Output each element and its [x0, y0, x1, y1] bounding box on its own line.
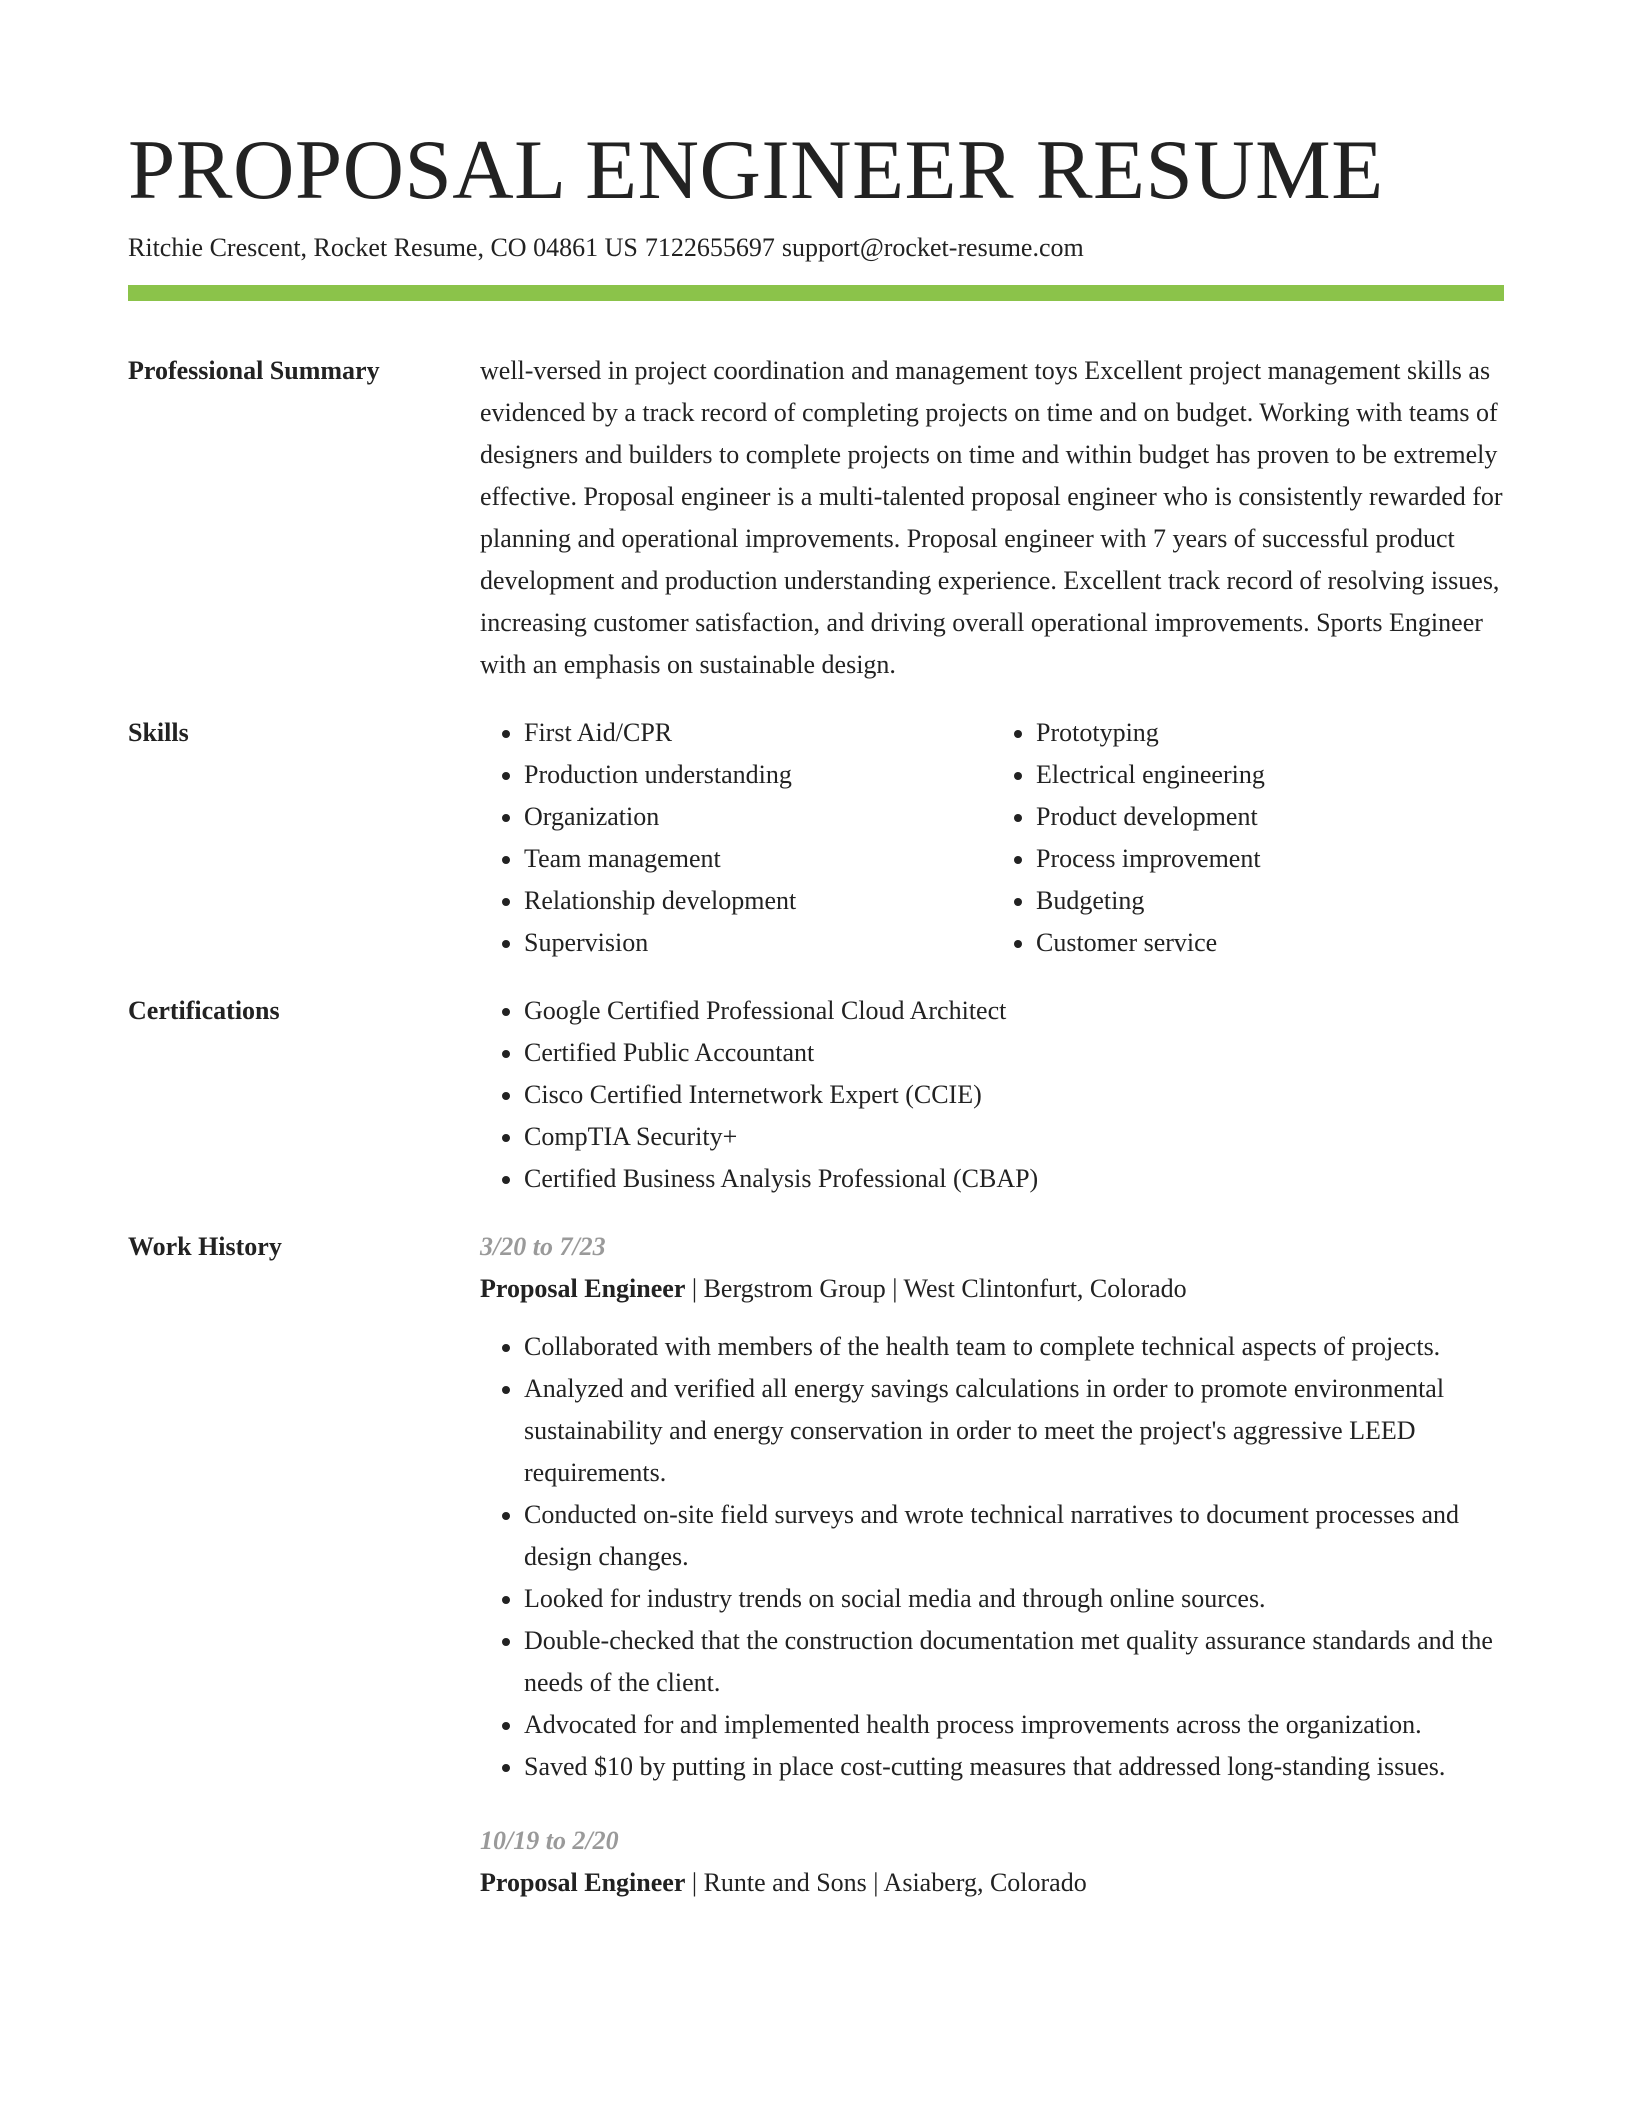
certification-item: • Google Certified Professional Cloud Architect: [524, 990, 1504, 1032]
job-entry: [480, 1226, 1504, 1788]
job-bullet: • Advocated for and implemented health process improvements across the organization.: [524, 1704, 1504, 1746]
resume-content: [128, 350, 1504, 1962]
summary-text: well-versed in project coordination and management toys Excellent project management skills as evidenced by a track record of completing projects on time and on budget. Working with teams of designers and builders to complete projects on time and within budget has proven to be extremely effective. Proposal engineer is a multi-talented proposal engineer who is consistently rewarded for planning and operational improvements. Proposal engineer with 7 years of successful product development and production understanding experience. Excellent track record of resolving issues, increasing customer satisfaction, and driving overall operational improvements. Sports Engineer with an emphasis on sustainable design.: [480, 356, 1503, 679]
certifications-list: [480, 990, 1504, 1200]
skills-list-right: [992, 712, 1504, 964]
work-history-section: [128, 1226, 1504, 1936]
skill-item: • Process improvement: [1036, 838, 1504, 880]
certification-item: • Certified Public Accountant: [524, 1032, 1504, 1074]
summary-body: [480, 350, 1504, 686]
job-bullet: • Collaborated with members of the health team to complete technical aspects of projects.: [524, 1326, 1504, 1368]
skill-item: • Prototyping: [1036, 712, 1504, 754]
job-bullet: • Double-checked that the construction documentation met quality assurance standards and the needs of the client.: [524, 1620, 1504, 1704]
job-bullet: • Analyzed and verified all energy savings calculations in order to promote environmental sustainability and energy conservation in order to meet the project's aggressive LEED requirements.: [524, 1368, 1504, 1494]
summary-section: [128, 350, 1504, 686]
section-label-certifications: Certifications: [128, 996, 280, 1025]
job-heading: [480, 1862, 1504, 1904]
skill-item: • Relationship development: [524, 880, 992, 922]
certification-item: • CompTIA Security+: [524, 1116, 1504, 1158]
skill-item: • Customer service: [1036, 922, 1504, 964]
contact-line: [128, 230, 1084, 266]
skill-item: • Organization: [524, 796, 992, 838]
work-history-body: [480, 1226, 1504, 1936]
job-bullet: • Looked for industry trends on social media and through online sources.: [524, 1578, 1504, 1620]
certifications-body: [480, 990, 1504, 1200]
certifications-section: [128, 990, 1504, 1200]
job-entry: [480, 1820, 1504, 1904]
skill-item: • Team management: [524, 838, 992, 880]
job-details: | Bergstrom Group | West Clintonfurt, Colorado: [691, 1274, 1187, 1303]
job-title: Proposal Engineer: [480, 1274, 686, 1303]
skills-grid: [480, 712, 1504, 964]
skills-section: [128, 712, 1504, 964]
skill-item: • First Aid/CPR: [524, 712, 992, 754]
job-title: Proposal Engineer: [480, 1868, 686, 1897]
skill-item: • Electrical engineering: [1036, 754, 1504, 796]
job-details: | Runte and Sons | Asiaberg, Colorado: [691, 1868, 1087, 1897]
resume-title: PROPOSAL ENGINEER RESUME: [128, 123, 1384, 217]
contact-phone: 7122655697: [644, 233, 775, 262]
job-dates: 10/19 to 2/20: [480, 1826, 619, 1855]
skills-list-left: [480, 712, 992, 964]
skill-item: • Supervision: [524, 922, 992, 964]
section-label-work-history: Work History: [128, 1232, 282, 1261]
skill-item: • Product development: [1036, 796, 1504, 838]
job-bullets: [480, 1326, 1504, 1788]
job-bullet: • Conducted on-site field surveys and wrote technical narratives to document processes and design changes.: [524, 1494, 1504, 1578]
job-heading: [480, 1268, 1504, 1310]
job-bullet: • Saved $10 by putting in place cost-cutting measures that addressed long-standing issues.: [524, 1746, 1504, 1788]
skill-item: • Production understanding: [524, 754, 992, 796]
contact-email: support@rocket-resume.com: [781, 233, 1084, 262]
section-label-skills: Skills: [128, 718, 189, 747]
certification-item: • Cisco Certified Internetwork Expert (CCIE): [524, 1074, 1504, 1116]
certification-item: • Certified Business Analysis Professional (CBAP): [524, 1158, 1504, 1200]
contact-address: Ritchie Crescent, Rocket Resume, CO 04861 US: [128, 233, 638, 262]
section-label-summary: Professional Summary: [128, 356, 380, 385]
accent-divider: [128, 285, 1504, 301]
skill-item: • Budgeting: [1036, 880, 1504, 922]
job-dates: 3/20 to 7/23: [480, 1232, 606, 1261]
